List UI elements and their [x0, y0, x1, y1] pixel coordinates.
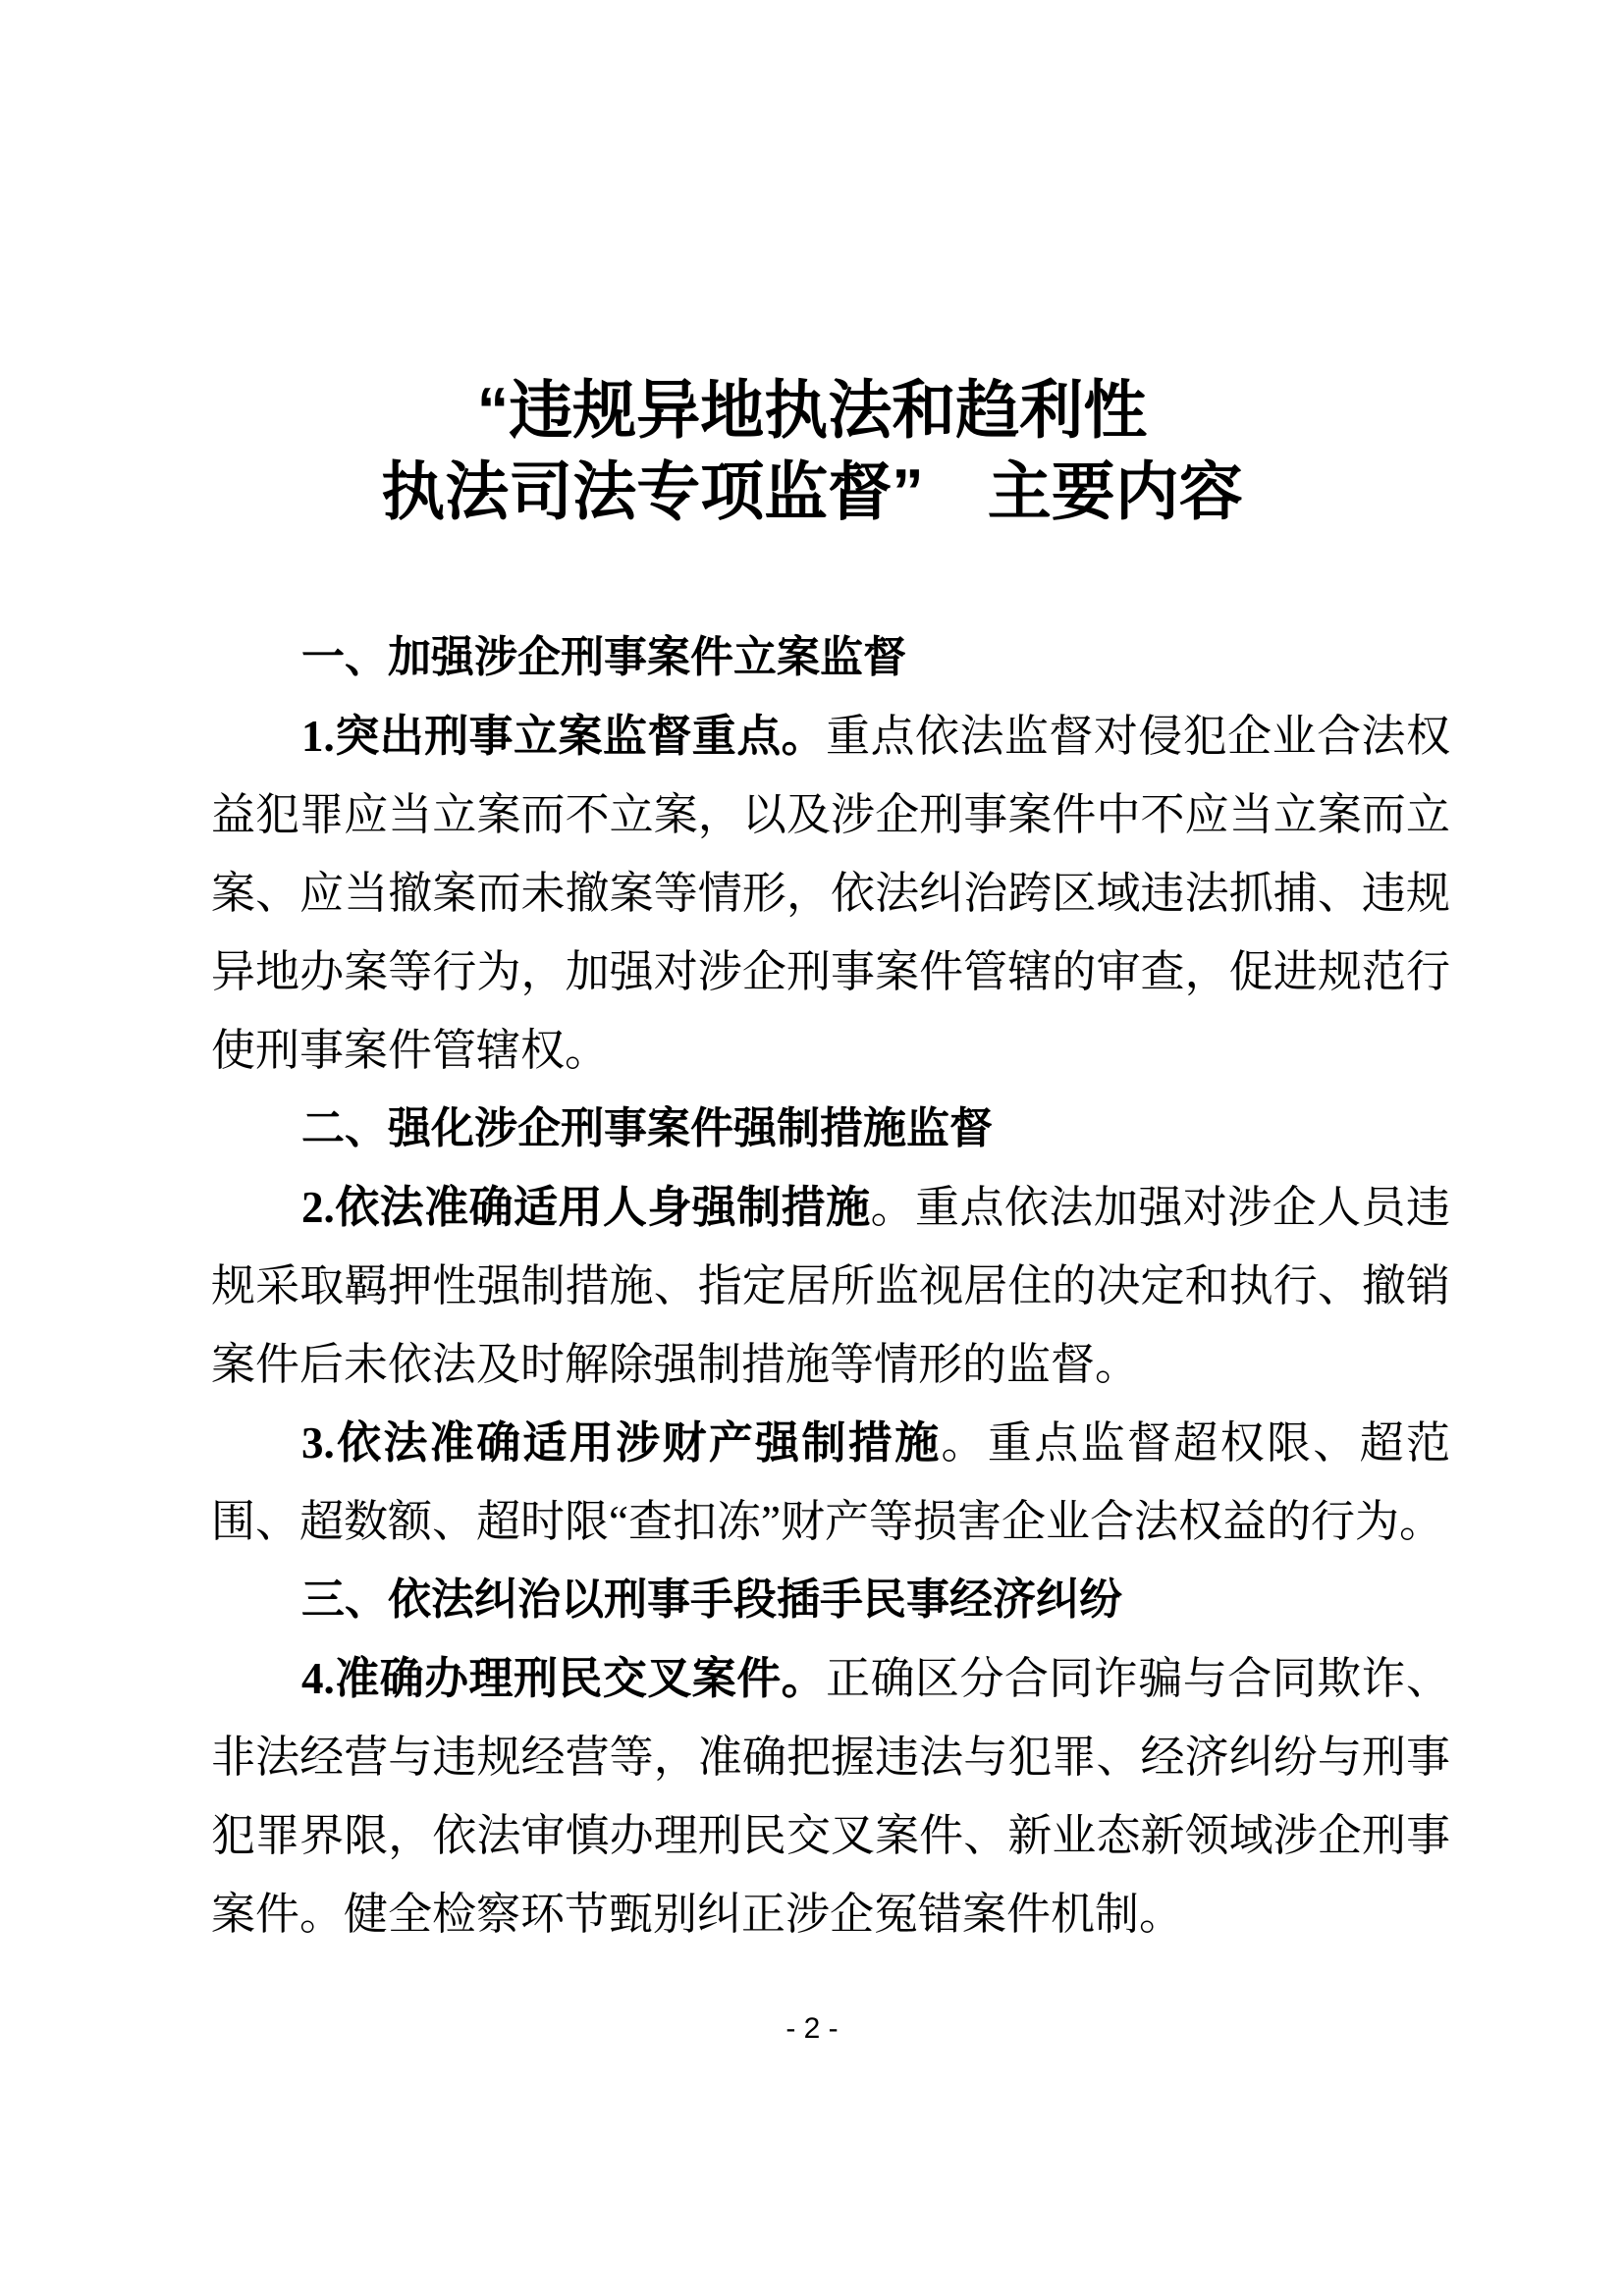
document-body — [211, 618, 1450, 1953]
section-heading-3: 三、依法纠治以刑事手段插手民事经济纠纷 — [301, 1575, 1122, 1624]
title-line-2: 执法司法专项监督” 主要内容 — [381, 455, 1243, 527]
page-number: - 2 - — [785, 2012, 839, 2045]
section-heading-2: 二、强化涉企刑事案件强制措施监督 — [301, 1104, 993, 1152]
paragraph-3-lead: 3.依法准确适用涉财产强制措施 — [301, 1418, 942, 1468]
paragraph-3 — [211, 1404, 1450, 1561]
document-title — [0, 369, 1624, 532]
paragraph-1 — [211, 697, 1450, 1090]
section-heading-1: 一、加强涉企刑事案件立案监督 — [301, 633, 906, 681]
paragraph-2-lead: 2.依法准确适用人身强制措施 — [301, 1183, 871, 1232]
paragraph-3-text: 。重点监督超权限、超范围、超数额、超时限“查扣冻”财产等损害企业合法权益的行为。 — [211, 1418, 1450, 1546]
paragraph-4 — [211, 1639, 1450, 1953]
paragraph-2-text: 。重点依法加强对涉企人员违规采取羁押性强制措施、指定居所监视居住的决定和执行、撤销案件后未依法及时解除强制措施等情形的监督。 — [211, 1183, 1450, 1389]
paragraph-4-text: 正确区分合同诈骗与合同欺诈、非法经营与违规经营等，准确把握违法与犯罪、经济纠纷与刑事犯罪界限，依法审慎办理刑民交叉案件、新业态新领域涉企刑事案件。健全检察环节甄别纠正涉企冤错案件机制。 — [211, 1654, 1450, 1939]
title-line-1: “违规异地执法和趋利性 — [476, 374, 1148, 446]
paragraph-4-lead: 4.准确办理刑民交叉案件。 — [301, 1654, 827, 1703]
paragraph-2 — [211, 1168, 1450, 1404]
paragraph-1-lead: 1.突出刑事立案监督重点。 — [301, 712, 827, 761]
paragraph-1-text: 重点依法监督对侵犯企业合法权益犯罪应当立案而不立案，以及涉企刑事案件中不应当立案而立案、应当撤案而未撤案等情形，依法纠治跨区域违法抓捕、违规异地办案等行为，加强对涉企刑事案件管辖的审查，促进规范行使刑事案件管辖权。 — [211, 712, 1450, 1075]
